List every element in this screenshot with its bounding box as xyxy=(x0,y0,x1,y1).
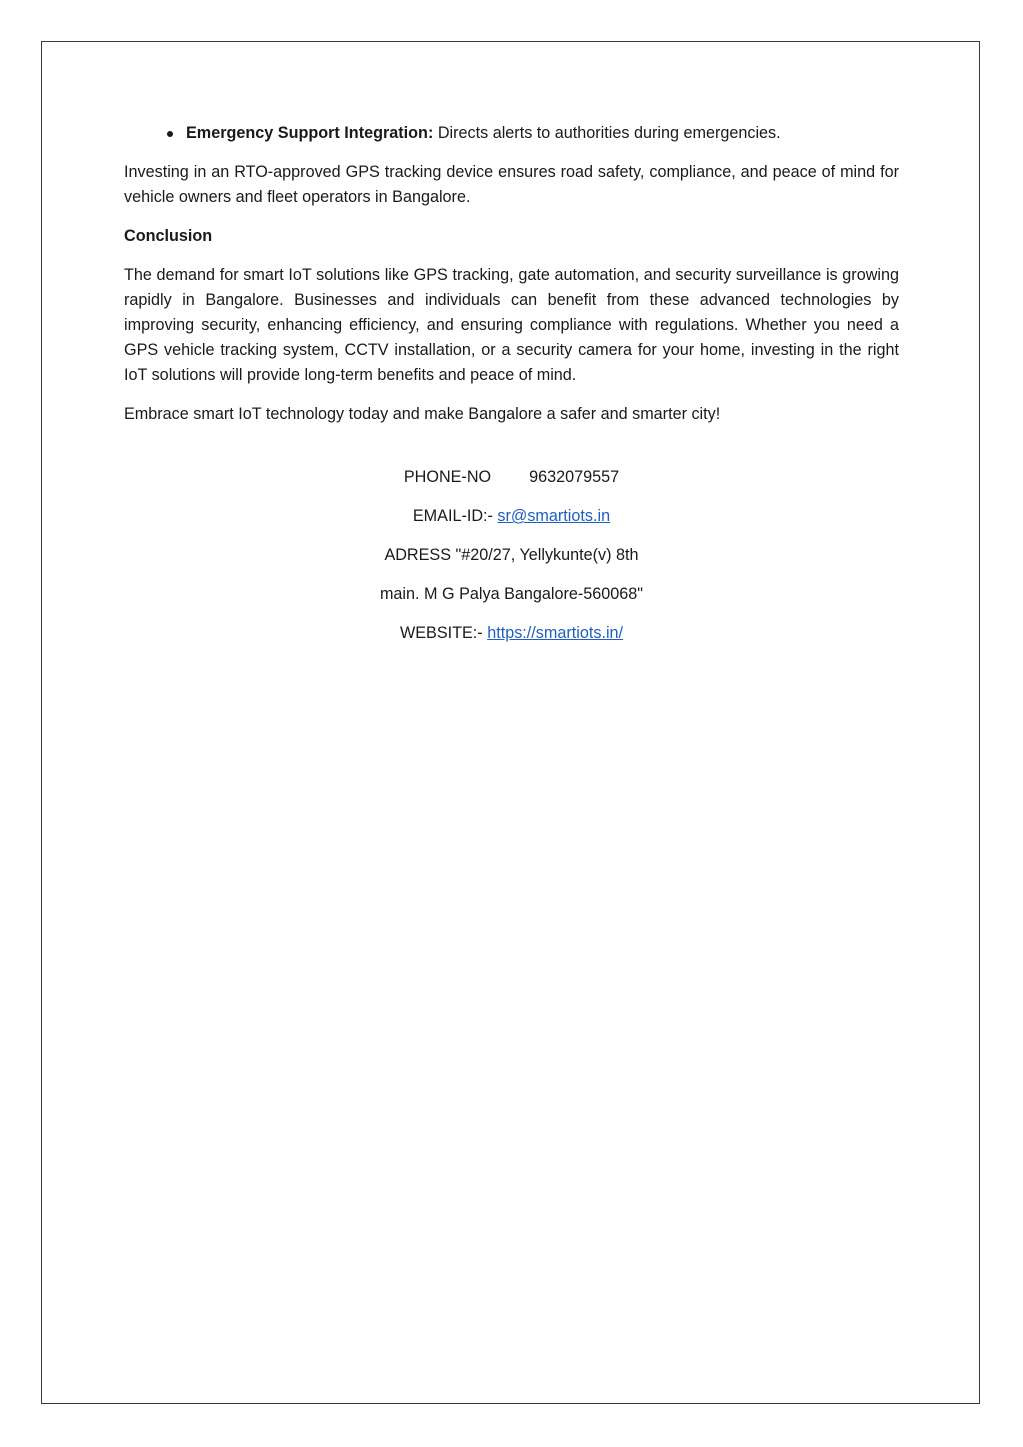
bullet-icon xyxy=(167,131,173,137)
address-line-1: ADRESS "#20/27, Yellykunte(v) 8th xyxy=(384,546,639,564)
email-line xyxy=(124,504,899,529)
paragraph-embrace: Embrace smart IoT technology today and make Bangalore a safer and smarter city! xyxy=(124,405,721,423)
email-label: EMAIL-ID:- xyxy=(412,507,498,525)
document-body xyxy=(124,121,899,660)
paragraph-investing: Investing in an RTO-approved GPS tracking device ensures road safety, compliance, and peace of mind for vehicle owners and fleet operators in Bangalore. xyxy=(124,163,899,206)
email-link[interactable]: sr@smartiots.in xyxy=(497,507,611,525)
phone-value: 9632079557 xyxy=(529,468,620,486)
contact-block xyxy=(124,465,899,646)
bullet-bold-label: Emergency Support Integration: xyxy=(186,124,434,142)
bullet-text: Directs alerts to authorities during emergencies. xyxy=(433,124,781,142)
website-label: WEBSITE:- xyxy=(399,624,488,642)
conclusion-heading: Conclusion xyxy=(124,227,213,245)
website-line xyxy=(124,621,899,646)
phone-label: PHONE-NO xyxy=(403,468,492,486)
phone-line xyxy=(124,465,899,490)
list-item xyxy=(124,121,899,146)
website-link[interactable]: https://smartiots.in/ xyxy=(487,624,624,642)
paragraph-conclusion: The demand for smart IoT solutions like GPS tracking, gate automation, and security surveillance is growing rapidly in Bangalore. Businesses and individuals can benefit from these advanced technologies by improving security, enhancing efficiency, and ensuring compliance with regulations. Whether you need a GPS vehicle tracking system, CCTV installation, or a security camera for your home, investing in the right IoT solutions will provide long-term benefits and peace of mind. xyxy=(124,266,899,384)
address-line-2: main. M G Palya Bangalore-560068" xyxy=(379,585,644,603)
